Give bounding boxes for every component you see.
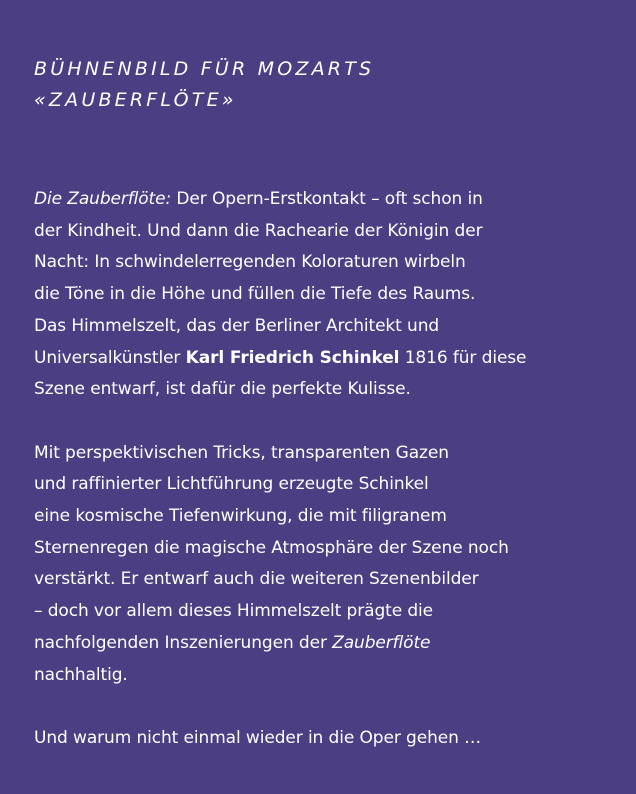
paragraph-2 <box>34 438 606 692</box>
paragraph-2-line: Mit perspektivischen Tricks, transparenten Gazen <box>34 442 449 463</box>
paragraph-1-line: Nacht: In schwindelerregenden Koloraturen wirbeln <box>34 252 466 273</box>
title-line-1: BÜHNENBILD FÜR MOZARTS <box>34 58 375 80</box>
paragraph-1-line <box>34 184 606 216</box>
artist-name-bold: Karl Friedrich Schinkel <box>185 347 400 368</box>
paragraph-1-line: Das Himmelszelt, das der Berliner Architekt und <box>34 315 440 336</box>
opera-title-emphasis: Zauberflöte <box>332 632 431 653</box>
paragraph-2-line <box>34 628 606 660</box>
opera-title-emphasis: Die Zauberflöte: <box>34 189 172 209</box>
paragraph-2-line: – doch vor allem dieses Himmelszelt prägte die <box>34 601 434 622</box>
paragraph-2-line: nachhaltig. <box>34 664 128 685</box>
text-run: 1816 für diese <box>399 347 527 368</box>
title-line-2: «ZAUBERFLÖTE» <box>34 89 237 111</box>
paragraph-2-line: verstärkt. Er entwarf auch die weiteren Szenenbilder <box>34 569 479 590</box>
paragraph-3-line: Und warum nicht einmal wieder in die Oper gehen … <box>34 727 482 748</box>
paragraph-2-line: eine kosmische Tiefenwirkung, die mit filigranem <box>34 506 447 527</box>
article-body <box>34 184 606 755</box>
paragraph-1-line: Szene entwarf, ist dafür die perfekte Kulisse. <box>34 379 411 400</box>
paragraph-1-line: der Kindheit. Und dann die Rachearie der Königin der <box>34 220 483 241</box>
paragraph-2-line: Sternenregen die magische Atmosphäre der Szene noch <box>34 537 509 558</box>
paragraph-1-line: die Töne in die Höhe und füllen die Tiefe des Raums. <box>34 284 476 305</box>
paragraph-1-line <box>34 343 606 375</box>
paragraph-3 <box>34 723 606 755</box>
text-run: Der Opern-Erstkontakt – oft schon in <box>171 189 483 209</box>
page-title <box>34 54 606 116</box>
paragraph-2-line: und raffinierter Lichtführung erzeugte Schinkel <box>34 474 429 495</box>
text-run: Universalkünstler <box>34 347 186 368</box>
text-run: nachfolgenden Inszenierungen der <box>34 632 333 653</box>
paragraph-1 <box>34 184 606 406</box>
